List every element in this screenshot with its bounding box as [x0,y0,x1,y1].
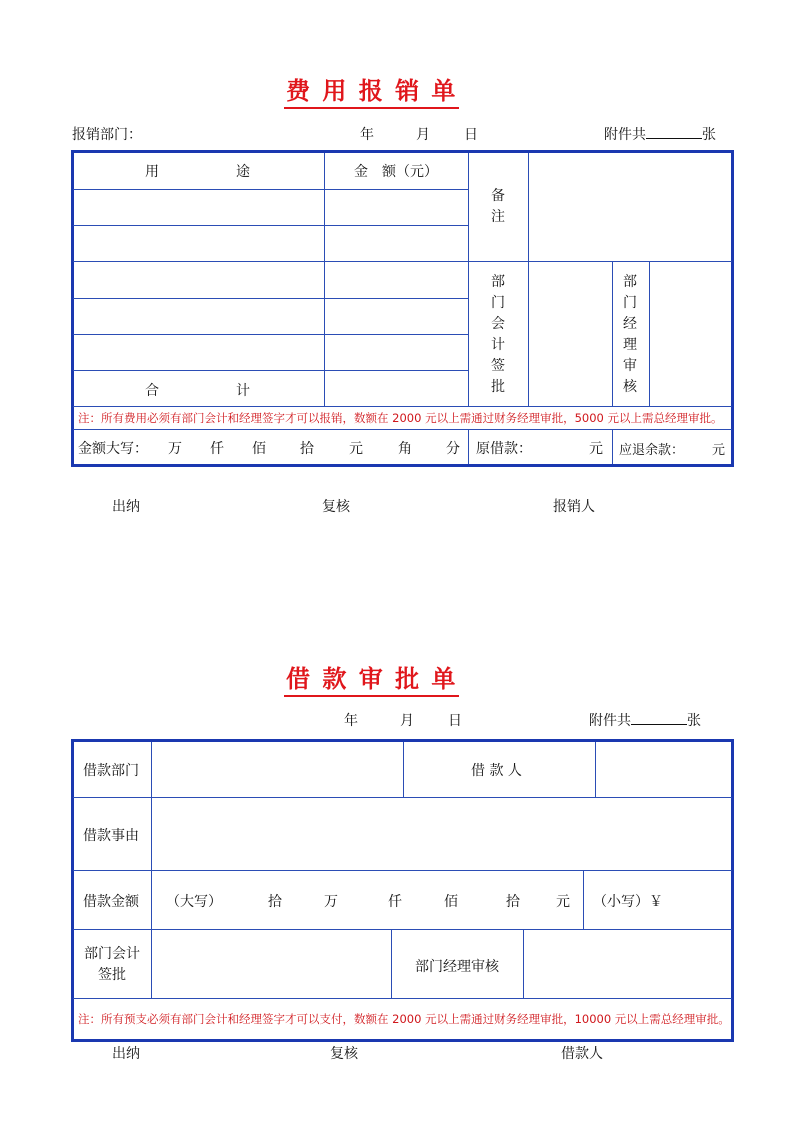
original-loan-unit: 元 [589,441,603,457]
loan-note: 注：所有预支必须有部门会计和经理签字才可以支付，数额在 2000 元以上需通过财务经理审批，10000 元以上需总经理审批。 [78,1012,730,1026]
purpose-header-right: 途 [236,164,250,180]
loan-title: 借 款 审 批 单 [284,664,459,697]
loan-amount-label: 借款金额 [83,894,139,910]
total-label-left: 合 [145,383,159,399]
reimbursement-title: 费 用 报 销 单 [284,76,459,109]
purpose-cell[interactable] [74,335,323,369]
purpose-cell[interactable] [74,226,323,260]
unit-wan: 万 [168,441,182,457]
loan-reason-label: 借款事由 [83,828,139,844]
reimbursement-attachments [604,124,716,144]
amount-cell[interactable] [325,190,467,224]
reviewer-label: 复核 [322,499,350,515]
loan-day-label: 日 [448,713,462,729]
reimbursement-note: 注：所有费用必须有部门会计和经理签字才可以报销，数额在 2000 元以上需通过财务经理审批，5000 元以上需总经理审批。 [78,411,723,425]
loan-unit-shiwan: 拾 [268,894,282,910]
manager-review-label: 部门经理审核 [415,959,499,975]
purpose-header-left: 用 [145,164,159,180]
unit-bai: 佰 [252,441,266,457]
accountant-sign-label-line1: 部门会计 [84,946,140,962]
loan-unit-qian: 仟 [388,894,402,910]
loan-unit-bai: 佰 [444,894,458,910]
dept-accountant-sign-field[interactable] [529,263,611,405]
amount-cell[interactable] [325,226,467,260]
reimbursement-month-label: 月 [416,127,430,143]
loan-month-label: 月 [400,713,414,729]
borrower-field[interactable] [596,743,730,796]
loan-attachments-prefix: 附件共 [589,713,631,729]
amount-words-label: 金额大写： [78,441,148,457]
loan-borrower-sign-label: 借款人 [561,1046,603,1062]
loan-attachments-count-field[interactable] [631,710,687,725]
amount-cell[interactable] [325,262,467,297]
reimbursement-day-label: 日 [464,127,478,143]
loan-year-label: 年 [344,713,358,729]
cashier-label: 出纳 [112,499,140,515]
amount-cell[interactable] [325,299,467,333]
attachments-count-field[interactable] [646,124,702,139]
loan-attachments-suffix: 张 [687,713,701,729]
reimbursement-year-label: 年 [360,127,374,143]
loan-reason-field[interactable] [152,798,730,869]
purpose-cell[interactable] [74,299,323,333]
manager-review-field[interactable] [524,931,730,997]
attachments-prefix: 附件共 [604,127,646,143]
loan-unit-wan: 万 [324,894,338,910]
borrower-label: 借 款 人 [471,763,522,779]
lowercase-label: （小写）￥ [593,894,663,910]
accountant-sign-field[interactable] [152,931,390,997]
remarks-field[interactable] [529,154,730,260]
original-loan-label: 原借款： [476,441,532,457]
claimant-label: 报销人 [553,499,595,515]
loan-dept-label: 借款部门 [83,763,139,779]
loan-reviewer-label: 复核 [330,1046,358,1062]
refund-unit: 元 [712,443,726,458]
loan-unit-shi: 拾 [506,894,520,910]
unit-qian: 仟 [210,441,224,457]
unit-shi: 拾 [300,441,314,457]
unit-jiao: 角 [398,441,412,457]
dept-manager-review-label: 部门经理审核 [623,274,637,395]
loan-cashier-label: 出纳 [112,1046,140,1062]
loan-dept-field[interactable] [152,743,402,796]
reimbursement-dept-label: 报销部门： [72,127,142,143]
accountant-sign-label [74,944,150,986]
attachments-suffix: 张 [702,127,716,143]
dept-manager-review-field[interactable] [650,263,730,405]
amount-cell[interactable] [325,335,467,369]
total-label-right: 计 [236,383,250,399]
remarks-label: 备注 [491,188,505,225]
unit-yuan: 元 [349,441,363,457]
dept-accountant-sign-label: 部门会计签批 [491,274,505,395]
purpose-cell[interactable] [74,262,323,297]
amount-header: 金 额（元） [354,164,438,180]
lowercase-amount-field[interactable] [672,872,730,928]
accountant-sign-label-line2: 签批 [98,967,126,983]
unit-fen: 分 [446,441,460,457]
loan-attachments [589,710,701,730]
total-amount-cell[interactable] [325,371,467,405]
loan-unit-yuan: 元 [556,894,570,910]
purpose-cell[interactable] [74,190,323,224]
capital-label: （大写） [166,894,222,910]
refund-label: 应退余款： [619,443,685,458]
